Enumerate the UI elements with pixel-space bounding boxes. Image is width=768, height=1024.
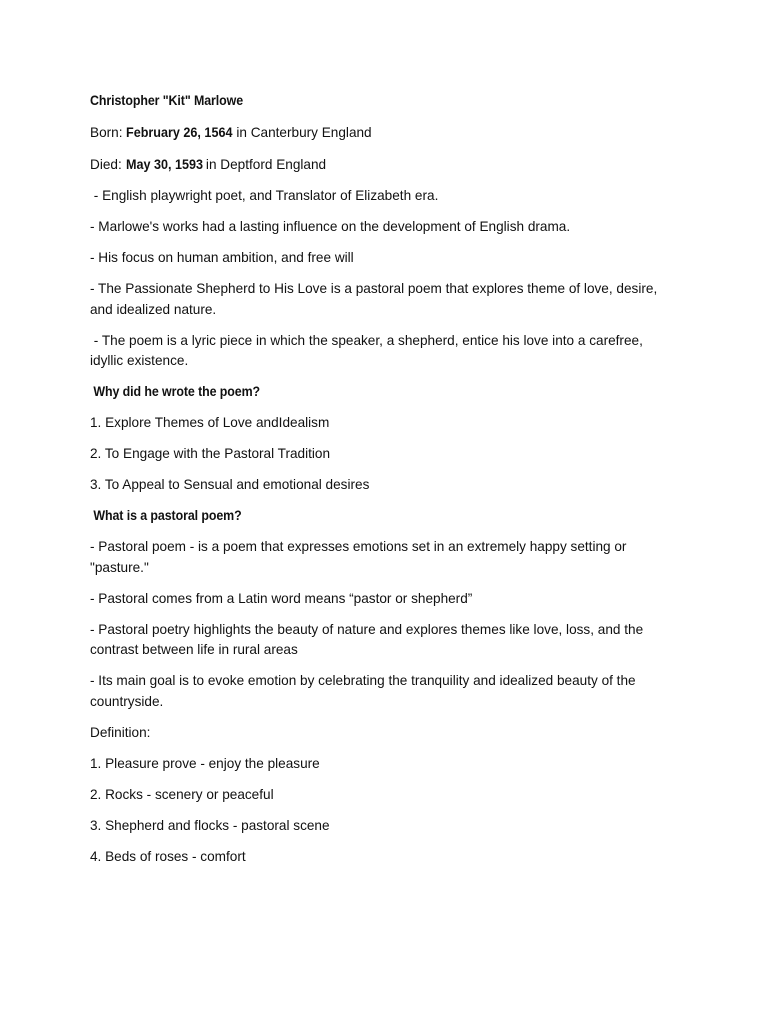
born-line	[90, 122, 670, 144]
why-item: 3. To Appeal to Sensual and emotional desires	[90, 477, 370, 492]
why-item: 1. Explore Themes of Love andIdealism	[90, 415, 330, 430]
pastoral-heading	[90, 506, 670, 527]
pastoral-item: - Pastoral comes from a Latin word means “pastor or shepherd”	[90, 590, 473, 606]
bio-item: - The Passionate Shepherd to His Love is a pastoral poem that explores theme of love, desire, and idealized nature.	[90, 281, 662, 317]
definition-item: 2. Rocks - scenery or peaceful	[90, 786, 274, 802]
born-place: in Canterbury England	[232, 125, 372, 140]
pastoral-item: - Its main goal is to evoke emotion by celebrating the tranquility and idealized beauty of the countryside.	[90, 673, 640, 709]
died-date: May 30, 1593	[125, 156, 203, 172]
died-line	[90, 154, 670, 176]
definition-label: Definition:	[90, 724, 151, 740]
definition-item: 4. Beds of roses - comfort	[90, 848, 246, 864]
definition-item: 3. Shepherd and flocks - pastoral scene	[90, 817, 330, 833]
pastoral-heading-text: What is a pastoral poem?	[90, 508, 242, 523]
born-label: Born:	[90, 125, 127, 140]
pastoral-item: - Pastoral poem - is a poem that expresses emotions set in an extremely happy setting or "pasture."	[90, 539, 631, 575]
why-heading-text: Why did he wrote the poem?	[90, 384, 261, 399]
died-label: Died:	[90, 157, 126, 172]
why-item: 2. To Engage with the Pastoral Tradition	[90, 446, 331, 461]
document-title	[90, 91, 670, 112]
title-text: Christopher "Kit" Marlowe	[90, 93, 244, 108]
definition-item: 1. Pleasure prove - enjoy the pleasure	[90, 755, 320, 771]
why-heading	[90, 382, 670, 403]
pastoral-item: - Pastoral poetry highlights the beauty of nature and explores themes like love, loss, and the contrast between life in rural areas	[90, 621, 647, 657]
bio-item: - The poem is a lyric piece in which the speaker, a shepherd, entice his love into a carefree, idyllic existence.	[90, 332, 647, 368]
document-page	[90, 91, 670, 867]
bio-item: - Marlowe's works had a lasting influence on the development of English drama.	[90, 219, 571, 234]
bio-item: - His focus on human ambition, and free will	[90, 250, 354, 265]
bio-item: - English playwright poet, and Translator of Elizabeth era.	[90, 188, 439, 203]
died-place: in Deptford England	[202, 157, 327, 172]
born-date: February 26, 1564	[126, 124, 233, 140]
